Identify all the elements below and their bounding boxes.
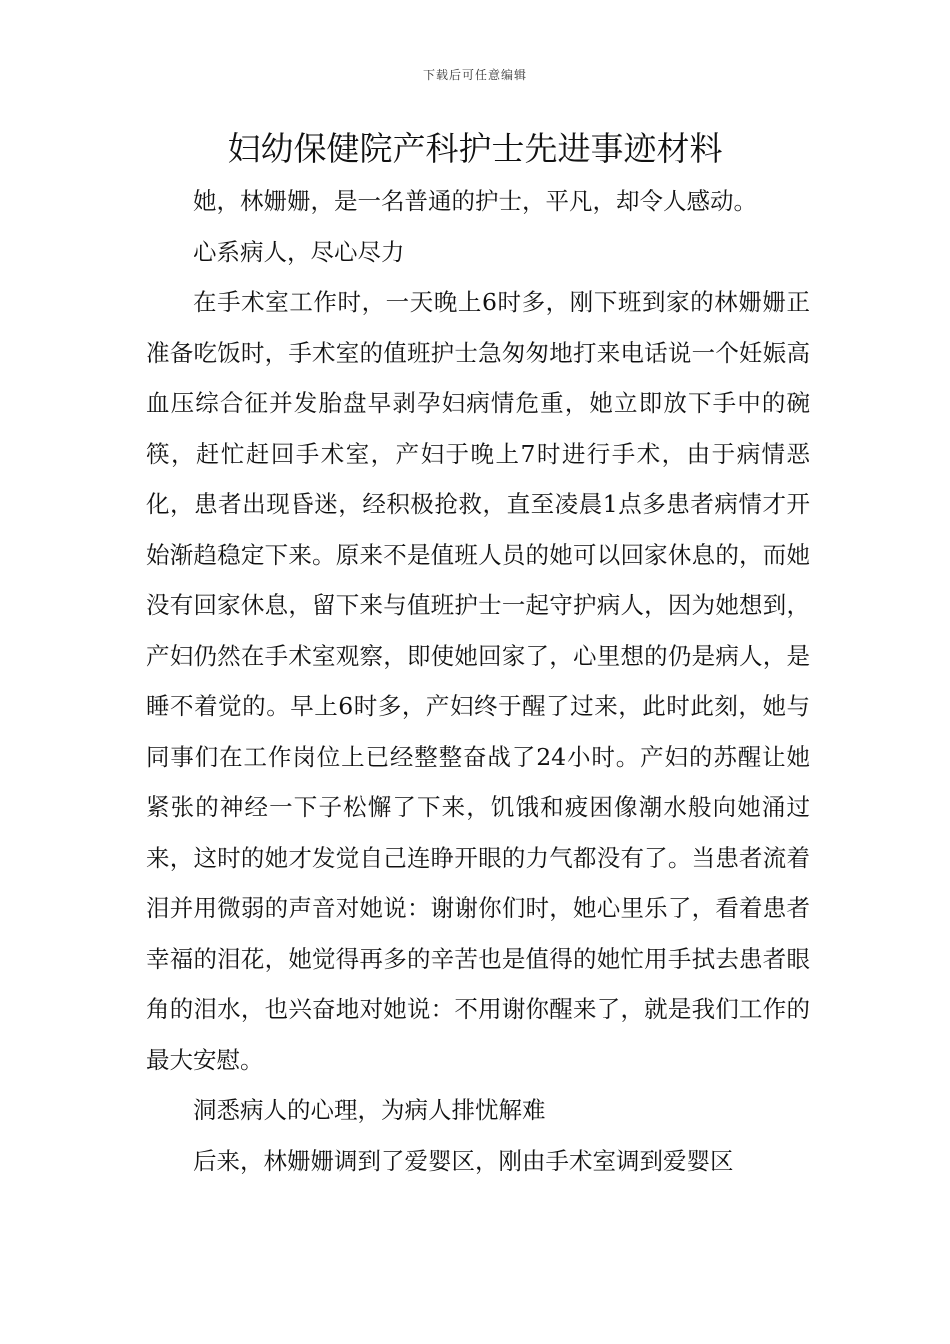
body-paragraph-2: 后来，林姗姗调到了爱婴区，刚由手术室调到爱婴区 xyxy=(193,1146,734,1175)
document-body xyxy=(146,176,810,1186)
body-paragraph-1: 在手术室工作时，一天晚上6时多，刚下班到家的林姗姗正准备吃饭时，手术室的值班护士急匆匆地打来电话说一个妊娠高血压综合征并发胎盘早剥孕妇病情危重，她立即放下手中的碗筷，赶忙赶回手术室，产妇于晚上7时进行手术，由于病情恶化，患者出现昏迷，经积极抢救，直至凌晨1点多患者病情才开始渐趋稳定下来。原来不是值班人员的她可以回家休息的，而她没有回家休息，留下来与值班护士一起守护病人，因为她想到，产妇仍然在手术室观察，即使她回家了，心里想的仍是病人，是睡不着觉的。早上6时多，产妇终于醒了过来，此时此刻，她与同事们在工作岗位上已经整整奋战了24小时。产妇的苏醒让她紧张的神经一下子松懈了下来，饥饿和疲困像潮水般向她涌过来，这时的她才发觉自己连睁开眼的力气都没有了。当患者流着泪并用微弱的声音对她说：谢谢你们时，她心里乐了，看着患者幸福的泪花，她觉得再多的辛苦也是值得的她忙用手拭去患者眼角的泪水，也兴奋地对她说：不用谢你醒来了，就是我们工作的最大安慰。 xyxy=(146,288,810,1074)
document-title: 妇幼保健院产科护士先进事迹材料 xyxy=(227,129,723,168)
header-note: 下载后可任意编辑 xyxy=(422,68,527,82)
section-heading-1: 心系病人，尽心尽力 xyxy=(193,237,405,266)
section-heading-2: 洞悉病人的心理，为病人排忧解难 xyxy=(193,1096,546,1124)
intro-paragraph: 她，林姗姗，是一名普通的护士，平凡，却令人感动。 xyxy=(193,187,757,215)
